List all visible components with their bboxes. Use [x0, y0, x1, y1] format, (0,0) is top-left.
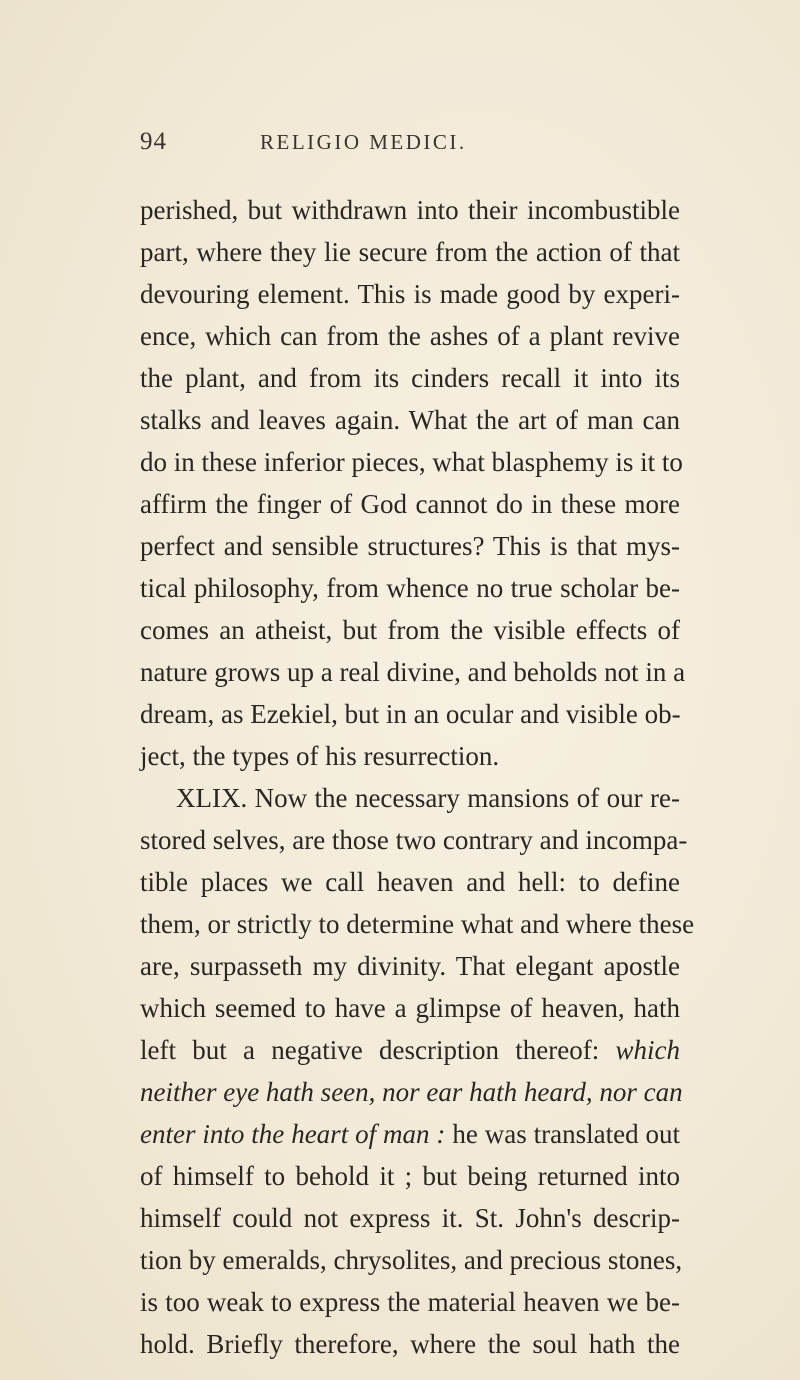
text-line: which seemed to have a glimpse of heaven, hath [140, 993, 680, 1023]
text-line: ence, which can from the ashes of a plant revive [140, 321, 680, 351]
text-line [140, 1029, 680, 1071]
text-line: tical philosophy, from whence no true scholar be- [140, 573, 680, 603]
paragraph-end-line: ject, the types of his resurrection. [140, 741, 500, 771]
page-number: 94 [140, 128, 167, 155]
text-line: is too weak to express the material heaven we be- [140, 1287, 680, 1317]
running-head [140, 128, 680, 162]
text-line: affirm the finger of God cannot do in these more [140, 489, 680, 519]
text-line: do in these inferior pieces, what blasphemy is it to [140, 447, 683, 477]
running-title: RELIGIO MEDICI. [260, 130, 467, 154]
text-line: of himself to behold it ; but being returned into [140, 1161, 680, 1191]
text-line: are, surpasseth my divinity. That elegant apostle [140, 951, 680, 981]
text-line: them, or strictly to determine what and where these [140, 909, 695, 939]
quotation-text: which [615, 1035, 680, 1065]
text-run: he was translated out [445, 1119, 680, 1149]
text-line [140, 1071, 683, 1113]
text-line: comes an atheist, but from the visible effects of [140, 615, 680, 645]
text-run: left but a negative description thereof: [140, 1035, 616, 1065]
text-line: dream, as Ezekiel, but in an ocular and visible ob- [140, 699, 681, 729]
quotation-text: enter into the heart of man : [140, 1119, 446, 1149]
text-line: tion by emeralds, chrysolites, and precious stones, [140, 1245, 683, 1275]
text-line: devouring element. This is made good by experi- [140, 279, 680, 309]
text-line: stored selves, are those two contrary and incompa- [140, 825, 688, 855]
text-line: tible places we call heaven and hell: to define [140, 867, 680, 897]
text-line: stalks and leaves again. What the art of man can [140, 405, 680, 435]
text-line: the plant, and from its cinders recall it into its [140, 363, 680, 393]
text-line: hold. Briefly therefore, where the soul hath the [140, 1329, 680, 1359]
body-text [140, 189, 695, 1365]
text-line [140, 1113, 680, 1155]
text-line: part, where they lie secure from the action of that [140, 237, 680, 267]
text-line: perished, but withdrawn into their incombustible [140, 195, 680, 225]
text-line: himself could not express it. St. John's descrip- [140, 1203, 680, 1233]
text-line: perfect and sensible structures? This is that mys- [140, 531, 680, 561]
quotation-text: neither eye hath seen, nor ear hath heard, nor can [140, 1077, 683, 1107]
section-heading-line: XLIX. Now the necessary mansions of our re- [176, 783, 680, 813]
text-line: nature grows up a real divine, and beholds not in a [140, 657, 686, 687]
